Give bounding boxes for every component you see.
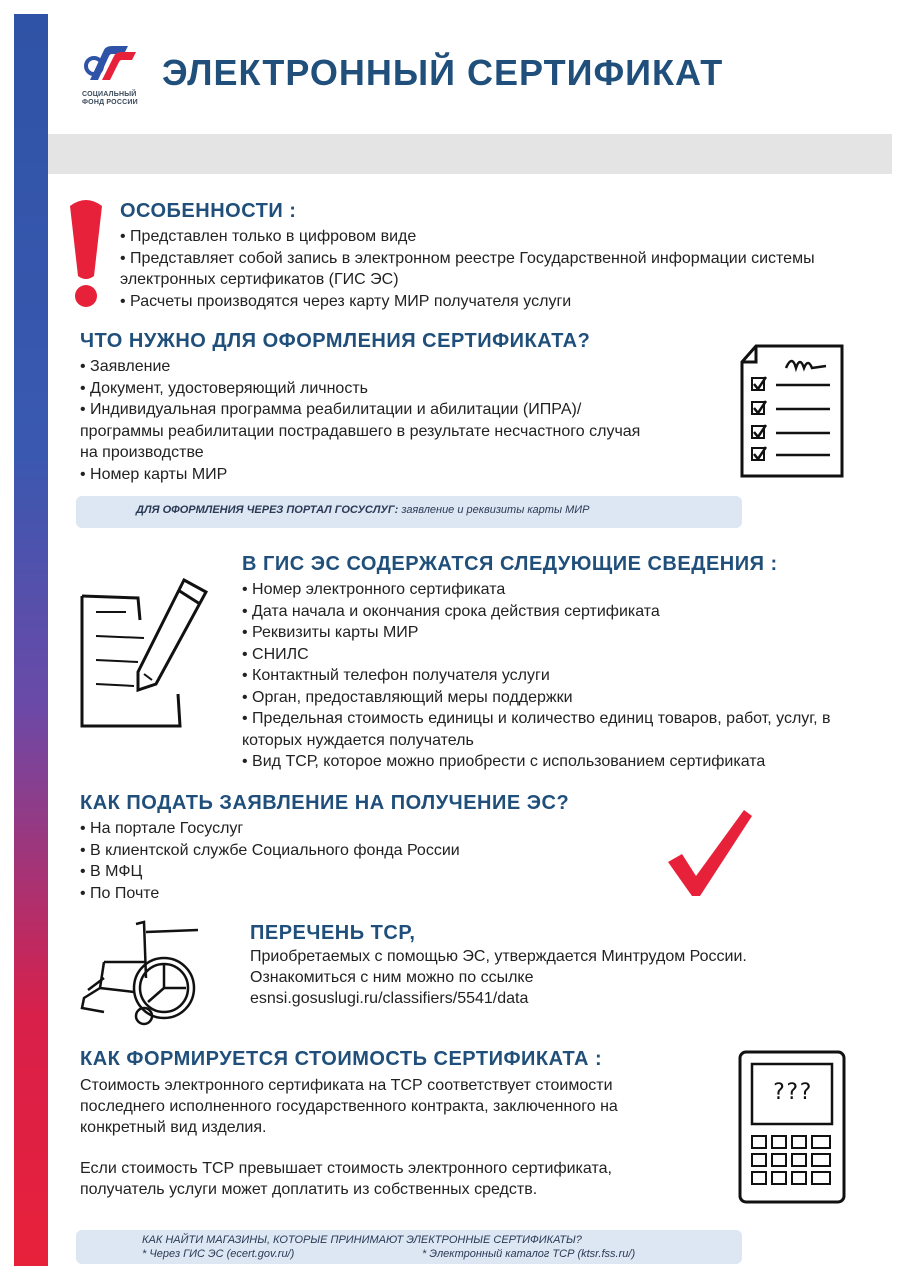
list-item: • По Почте <box>80 884 160 902</box>
list-item: • Вид ТСР, которое можно приобрести с использованием сертификата <box>242 753 766 770</box>
side-gradient-bar <box>14 14 48 1266</box>
exclamation-icon <box>64 196 108 312</box>
gis-heading: В ГИС ЭС СОДЕРЖАТСЯ СЛЕДУЮЩИЕ СВЕДЕНИЯ : <box>242 553 778 575</box>
note-label: ДЛЯ ОФОРМЛЕНИЯ ЧЕРЕЗ ПОРТАЛ ГОСУСЛУГ: <box>136 504 399 516</box>
list-item: • Контактный телефон получателя услуги <box>242 667 550 684</box>
list-item: • Номер карты МИР <box>80 465 228 483</box>
requirements-list <box>80 356 660 485</box>
logo-line-2: ФОНД РОССИИ <box>82 99 138 106</box>
list-item: • Заявление <box>80 358 171 375</box>
list-item: • Номер электронного сертификата <box>242 581 506 598</box>
list-item: • В МФЦ <box>80 863 143 880</box>
tsr-line-2: Ознакомиться с ним можно по ссылке <box>250 969 534 986</box>
sfr-logo-icon <box>82 42 140 86</box>
list-item: • В клиентской службе Социального фонда России <box>80 841 460 859</box>
note-text: заявление и реквизиты карты МИР <box>401 504 590 516</box>
tsr-link[interactable]: esnsi.gosuslugi.ru/classifiers/5541/data <box>250 990 529 1007</box>
wheelchair-icon <box>74 918 206 1026</box>
list-item: • Предельная стоимость единицы и количество единиц товаров, работ, услуг, в которых нуждается получатель <box>242 710 831 749</box>
checklist-icon <box>734 342 850 480</box>
tsr-line-1: Приобретаемых с помощью ЭС, утверждается Минтрудом России. <box>250 948 747 965</box>
apply-list <box>80 818 580 904</box>
features-list <box>120 226 870 312</box>
tsr-heading: ПЕРЕЧЕНЬ ТСР, <box>250 922 416 944</box>
logo-line-1: СОЦИАЛЬНЫЙ <box>82 91 137 98</box>
checkmark-icon <box>664 806 754 898</box>
apply-heading: КАК ПОДАТЬ ЗАЯВЛЕНИЕ НА ПОЛУЧЕНИЕ ЭС? <box>80 792 570 814</box>
list-item: • Дата начала и окончания срока действия сертификата <box>242 602 660 620</box>
pen-and-paper-icon <box>74 576 214 732</box>
list-item: • Документ, удостоверяющий личность <box>80 379 368 397</box>
list-item: • Представлен только в цифровом виде <box>120 228 417 245</box>
cost-heading: КАК ФОРМИРУЕТСЯ СТОИМОСТЬ СЕРТИФИКАТА : <box>80 1048 603 1070</box>
cost-paragraph-2: Если стоимость ТСР превышает стоимость электронного сертификата, получатель услуги может доплатить из собственных средств. <box>80 1160 612 1198</box>
gis-list <box>242 579 877 773</box>
list-item: • Индивидуальная программа реабилитации и абилитации (ИПРА)/программы реабилитации пострадавшего в результате несчастного случая на производстве <box>80 401 641 461</box>
list-item: • Орган, предоставляющий меры поддержки <box>242 688 573 706</box>
list-item: • СНИЛС <box>242 645 309 663</box>
list-item: • Представляет собой запись в электронном реестре Государственной информации системы электронных сертификатов (ГИС ЭС) <box>120 249 815 288</box>
requirements-heading: ЧТО НУЖНО ДЛЯ ОФОРМЛЕНИЯ СЕРТИФИКАТА? <box>80 330 591 352</box>
cost-paragraph-1: Стоимость электронного сертификата на ТСР соответствует стоимости последнего исполненного государственного контракта, заключенного на конкретный вид изделия. <box>80 1077 618 1136</box>
footer-note <box>76 1230 742 1264</box>
sfr-logo <box>82 42 142 107</box>
list-item: • Расчеты производятся через карту МИР получателя услуги <box>120 292 572 310</box>
list-item: • Реквизиты карты МИР <box>242 624 419 641</box>
footer-option-gis[interactable]: * Через ГИС ЭС (ecert.gov.ru/) <box>142 1248 295 1260</box>
header-gray-band <box>48 134 892 174</box>
calculator-icon <box>736 1048 848 1206</box>
footer-option-catalog[interactable]: * Электронный каталог ТСР (ktsr.fss.ru/) <box>422 1248 636 1260</box>
gosuslugi-note <box>76 496 742 528</box>
list-item: • На портале Госуслуг <box>80 820 244 837</box>
page-title: ЭЛЕКТРОННЫЙ СЕРТИФИКАТ <box>162 52 724 93</box>
calculator-display: ??? <box>772 1080 812 1105</box>
features-heading: ОСОБЕННОСТИ : <box>120 200 297 222</box>
footer-question: КАК НАЙТИ МАГАЗИНЫ, КОТОРЫЕ ПРИНИМАЮТ ЭЛЕКТРОННЫЕ СЕРТИФИКАТЫ? <box>142 1234 582 1246</box>
